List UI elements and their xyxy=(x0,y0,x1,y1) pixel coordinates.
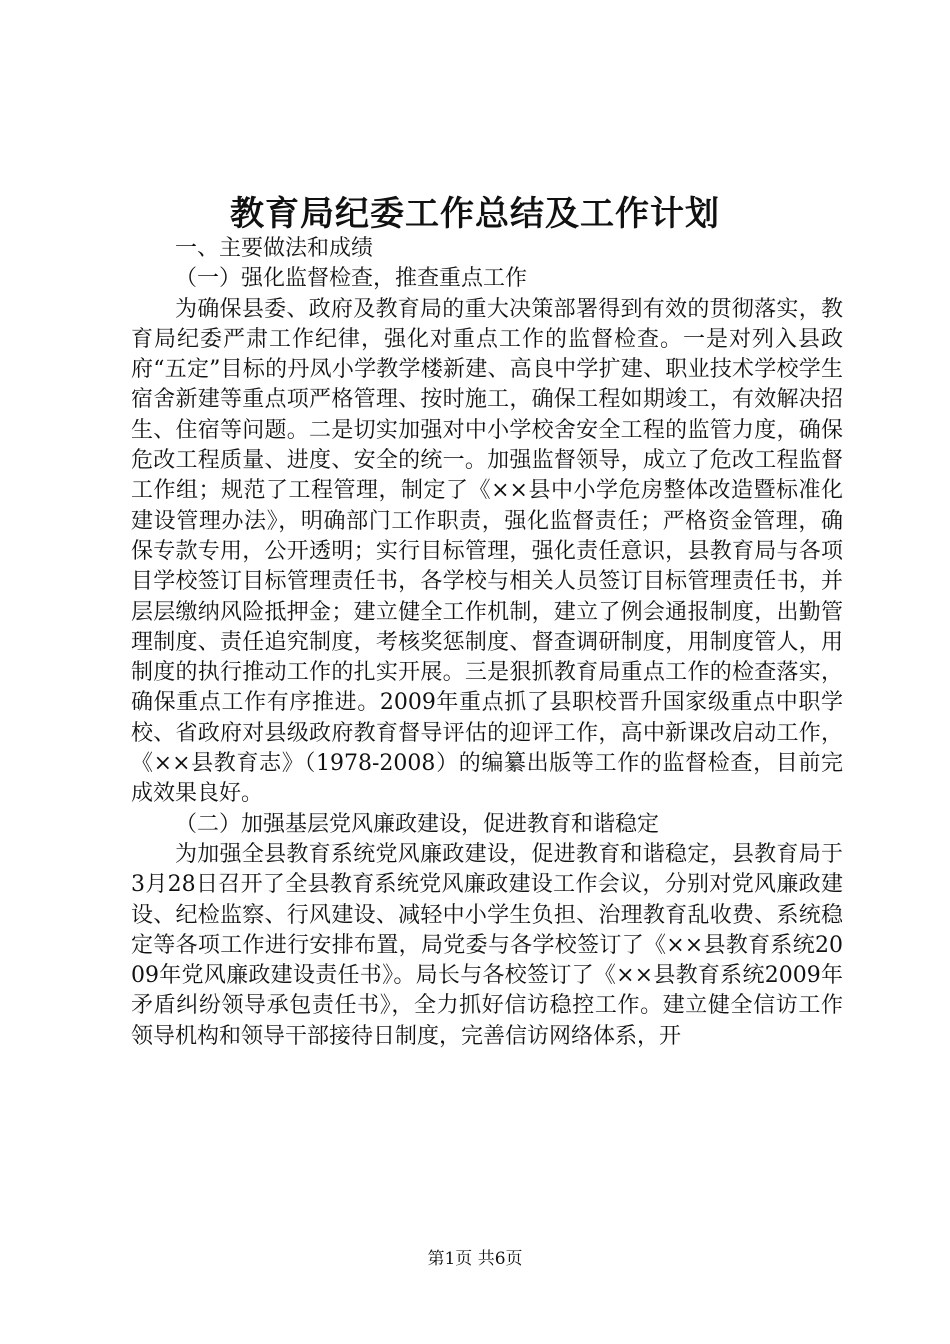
document-body xyxy=(131,234,843,1052)
section-heading-1: 一、主要做法和成绩 xyxy=(175,236,374,261)
subsection-heading-2: （二）加强基层党风廉政建设，促进教育和谐稳定 xyxy=(175,811,660,837)
subsection-heading-1: （一）强化监督检查，推查重点工作 xyxy=(175,266,528,292)
body-paragraph-1: 为确保县委、政府及教育局的重大决策部署得到有效的贯彻落实，教育局纪委严肃工作纪律，强化对重点工作的监督检查。一是对列入县政府“五定”目标的丹凤小学教学楼新建、高良中学扩建、职业技术学校学生宿舍新建等重点项严格管理、按时施工，确保工程如期竣工，有效解决招生、住宿等问题。二是切实加强对中小学校舍安全工程的监管力度，确保危改工程质量、进度、安全的统一。加强监督领导，成立了危改工程监督工作组；规范了工程管理，制定了《××县中小学危房整体改造暨标准化建设管理办法》，明确部门工作职责，强化监督责任；严格资金管理，确保专款专用，公开透明；实行目标管理，强化责任意识，县教育局与各项目学校签订目标管理责任书，各学校与相关人员签订目标管理责任书，并层层缴纳风险抵押金；建立健全工作机制，建立了例会通报制度，出勤管理制度、责任追究制度，考核奖惩制度、督查调研制度，用制度管人，用制度的执行推动工作的扎实开展。三是狠抓教育局重点工作的检查落实，确保重点工作有序推进。2009年重点抓了县职校晋升国家级重点中职学校、省政府对县级政府教育督导评估的迎评工作，高中新课改启动工作，《××县教育志》（1978-2008）的编纂出版等工作的监督检查，目前完成效果良好。 xyxy=(131,296,843,807)
body-paragraph-2: 为加强全县教育系统党风廉政建设，促进教育和谐稳定，县教育局于3月28日召开了全县教育系统党风廉政建设工作会议，分别对党风廉政建设、纪检监察、行风建设、减轻中小学生负担、治理教育乱收费、系统稳定等各项工作进行安排布置，局党委与各学校签订了《××县教育系统2009年党风廉政建设责任书》。局长与各校签订了《××县教育系统2009年矛盾纠纷领导承包责任书》，全力抓好信访稳控工作。建立健全信访工作领导机构和领导干部接待日制度，完善信访网络体系，开 xyxy=(131,841,843,1049)
document-title: 教育局纪委工作总结及工作计划 xyxy=(230,194,720,234)
page-number-footer: 第1页 共6页 xyxy=(427,1249,523,1269)
